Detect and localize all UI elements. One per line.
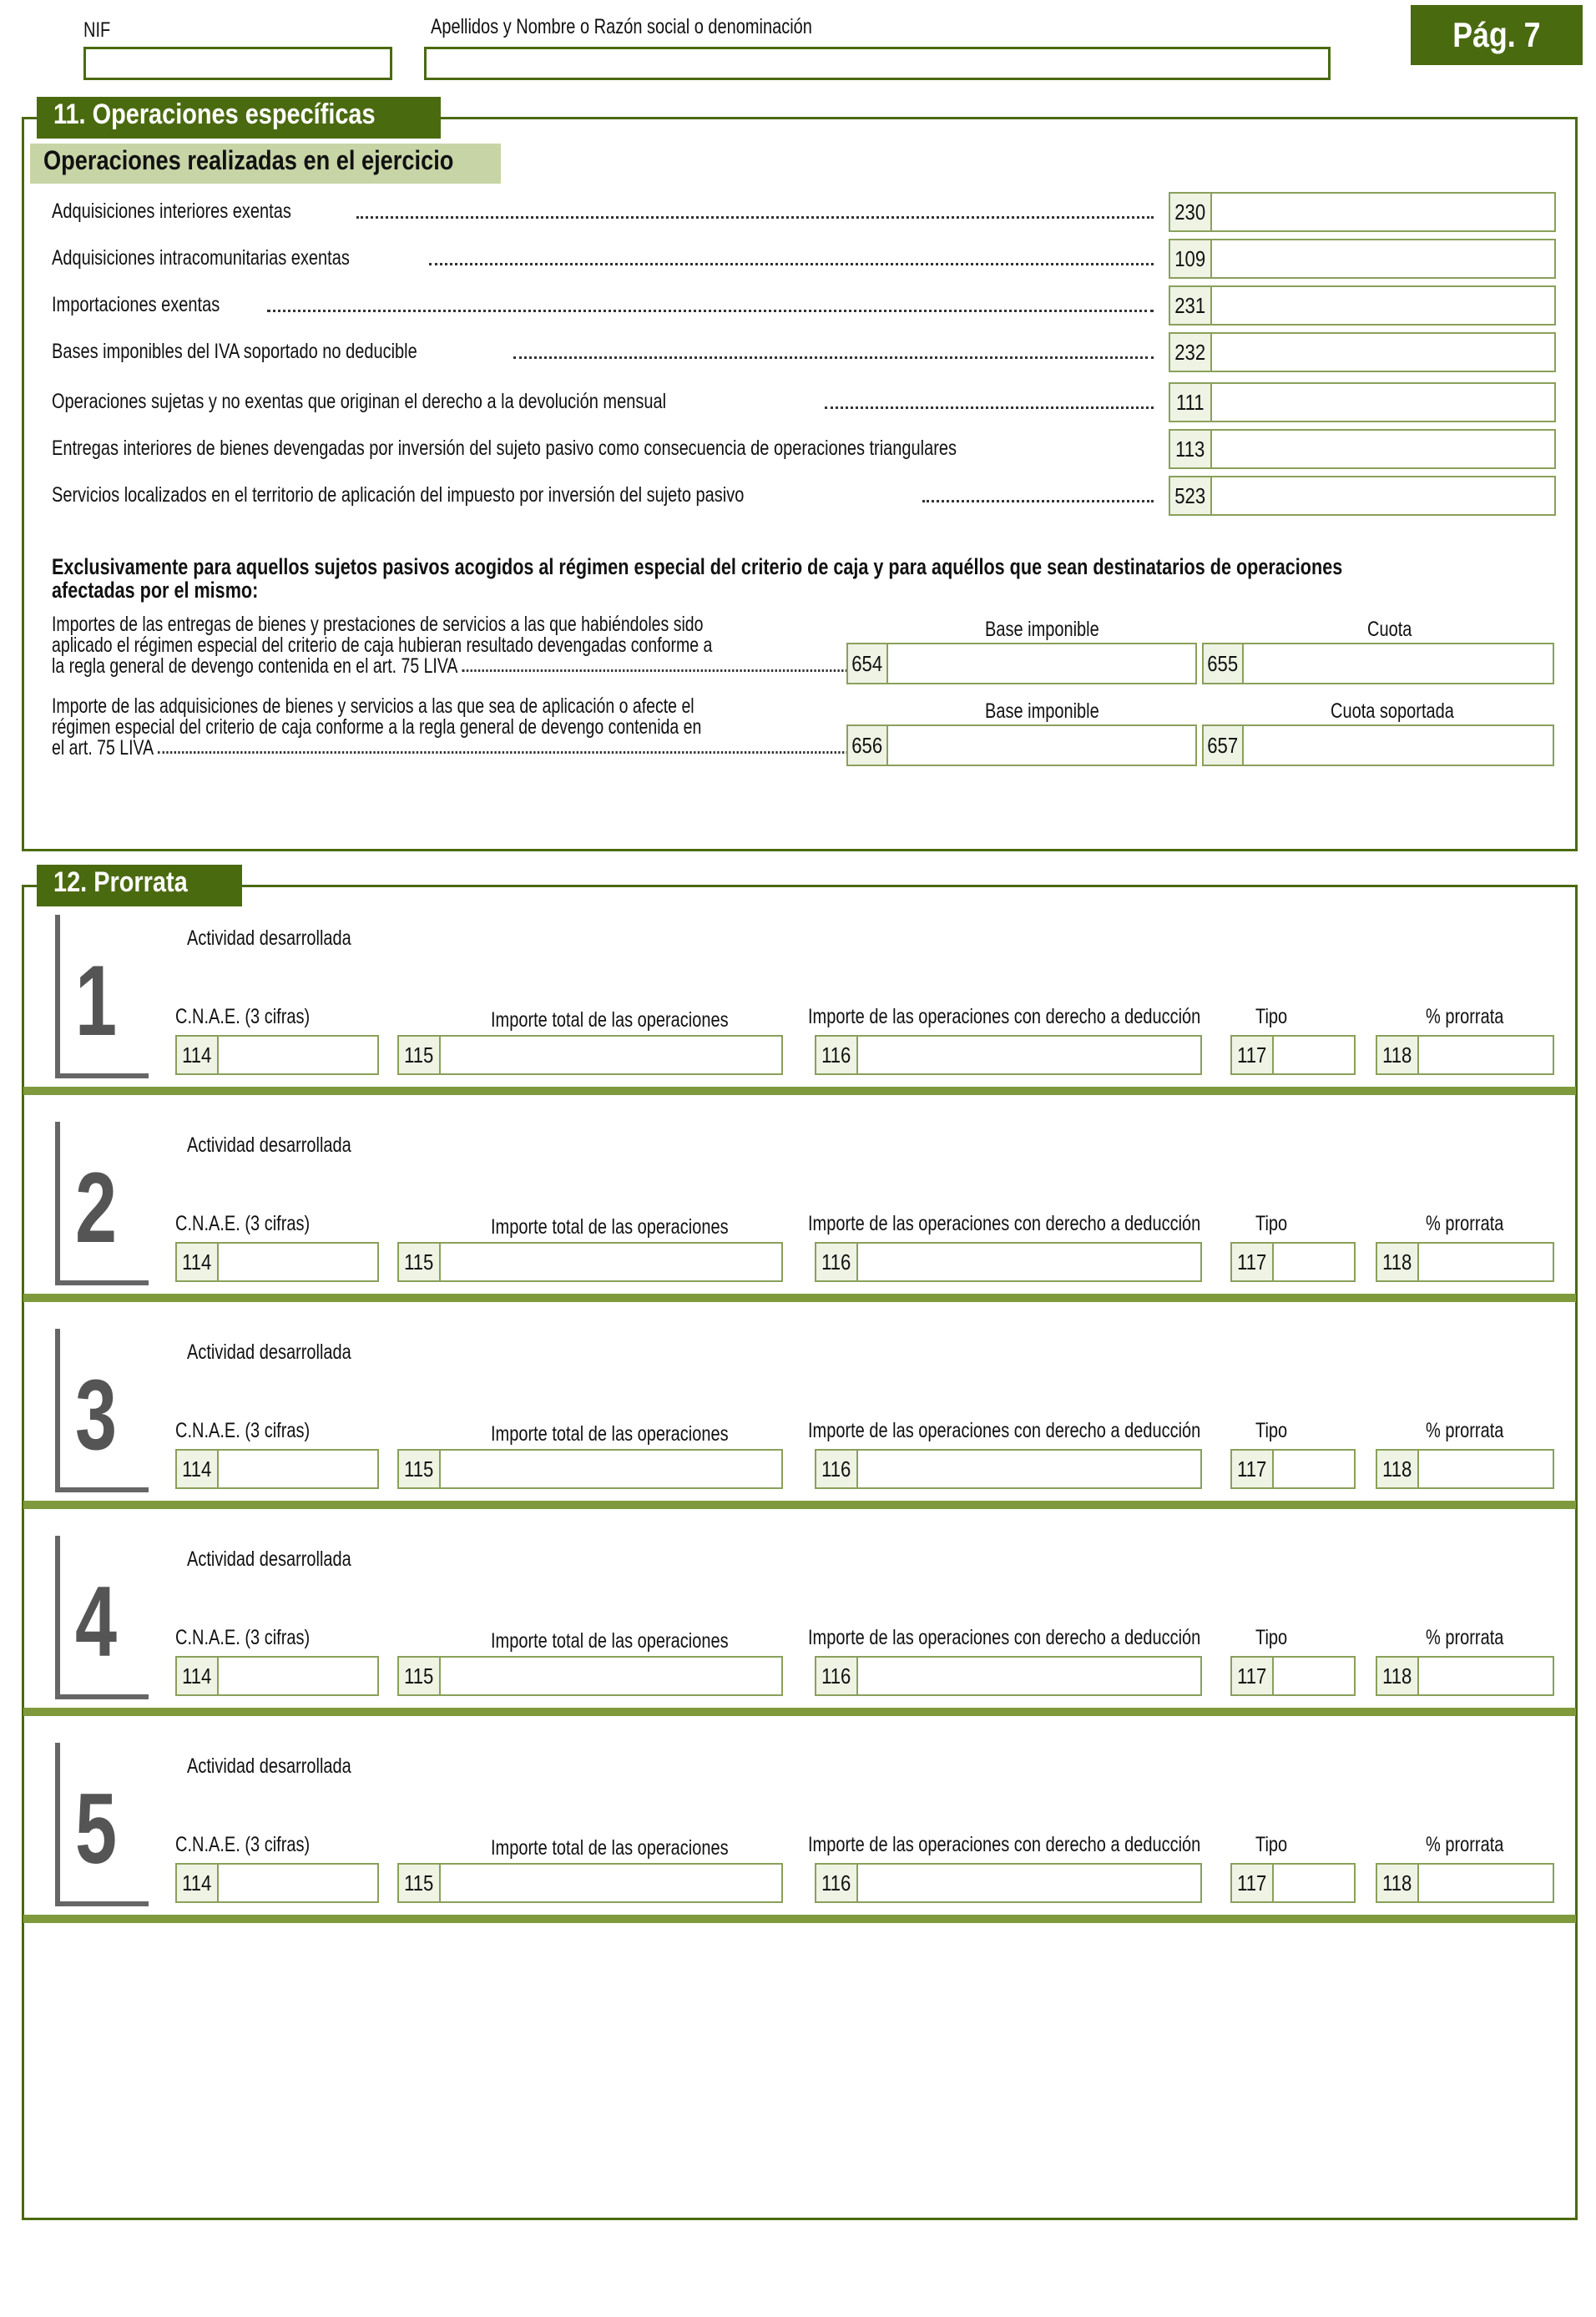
cnae-label: C.N.A.E. (3 cifras) <box>175 1005 311 1028</box>
field-code: 111 <box>1170 384 1212 421</box>
field-code: 114 <box>177 1037 219 1073</box>
field-code: 117 <box>1232 1037 1274 1073</box>
deduccion-label: Importe de las operaciones con derecho a deducción <box>808 1005 1201 1028</box>
field-656[interactable]: 656 <box>846 724 1197 766</box>
field-code: 118 <box>1377 1865 1419 1901</box>
caja-heading-2: afectadas por el mismo: <box>52 578 259 603</box>
dot-leader <box>825 406 1154 409</box>
field-118[interactable] <box>1376 1242 1554 1282</box>
activity-label: Actividad desarrollada <box>187 1133 351 1157</box>
field-118[interactable] <box>1376 1035 1554 1075</box>
operation-label: Bases imponibles del IVA soportado no deducible <box>52 340 417 363</box>
operation-label: Importaciones exentas <box>52 293 220 316</box>
pct-prorrata-label: % prorrata <box>1426 1212 1504 1235</box>
pct-prorrata-label: % prorrata <box>1426 1626 1504 1649</box>
operation-row <box>52 337 1154 364</box>
field-code: 114 <box>177 1865 219 1901</box>
caja-row-1-line2: aplicado el régimen especial del criterio de caja hubieran resultado devengadas conforme a <box>52 634 713 657</box>
field-113[interactable] <box>1169 429 1556 469</box>
operation-row <box>52 434 1154 461</box>
field-code: 232 <box>1170 334 1212 371</box>
total-label: Importe total de las operaciones <box>491 1215 729 1239</box>
section-12-title: 12. Prorrata <box>37 865 242 906</box>
activity-label: Actividad desarrollada <box>187 926 351 950</box>
page-number: Pág. 7 <box>1452 15 1541 54</box>
field-code: 114 <box>177 1658 219 1694</box>
field-code: 116 <box>816 1244 858 1280</box>
field-116[interactable] <box>815 1863 1202 1903</box>
field-657[interactable]: 657 <box>1202 724 1554 766</box>
cnae-label: C.N.A.E. (3 cifras) <box>175 1419 311 1442</box>
field-115[interactable] <box>397 1035 783 1075</box>
field-231[interactable] <box>1169 285 1556 326</box>
activity-label: Actividad desarrollada <box>187 1547 351 1571</box>
field-117[interactable] <box>1230 1242 1356 1282</box>
field-116[interactable] <box>815 1242 1202 1282</box>
caja-row-1-line1: Importes de las entregas de bienes y prestaciones de servicios a las que habiéndoles sido <box>52 613 704 636</box>
block-separator <box>23 1915 1576 1923</box>
field-117[interactable] <box>1230 1035 1356 1075</box>
field-118[interactable] <box>1376 1863 1554 1903</box>
field-code: 118 <box>1377 1244 1419 1280</box>
field-code: 115 <box>399 1037 441 1073</box>
field-655[interactable]: 655 <box>1202 643 1554 684</box>
field-523[interactable] <box>1169 476 1556 516</box>
operation-row <box>52 481 1154 507</box>
field-114[interactable] <box>175 1035 379 1075</box>
dot-leader <box>513 356 1154 359</box>
field-118[interactable] <box>1376 1656 1554 1696</box>
field-code: 230 <box>1170 194 1212 230</box>
field-114[interactable] <box>175 1863 379 1903</box>
deduccion-label: Importe de las operaciones con derecho a deducción <box>808 1419 1201 1442</box>
block-number: 1 <box>75 945 118 1057</box>
cnae-label: C.N.A.E. (3 cifras) <box>175 1212 311 1235</box>
caja-row-1-col1-label: Base imponible <box>985 618 1099 641</box>
field-114[interactable] <box>175 1449 379 1489</box>
caja-row-2-line2: régimen especial del criterio de caja conforme a la regla general de devengo contenida en <box>52 715 702 739</box>
field-code: 116 <box>816 1865 858 1901</box>
field-code: 115 <box>399 1865 441 1901</box>
caja-row-2-line3: el art. 75 LIVA <box>52 736 154 760</box>
dot-leader <box>267 310 1154 312</box>
field-111[interactable] <box>1169 382 1556 422</box>
field-code: 116 <box>816 1658 858 1694</box>
field-code: 116 <box>816 1037 858 1073</box>
deduccion-label: Importe de las operaciones con derecho a deducción <box>808 1833 1201 1856</box>
block-separator <box>23 1708 1576 1716</box>
caja-row-2-text <box>52 696 853 759</box>
field-116[interactable] <box>815 1656 1202 1696</box>
pct-prorrata-label: % prorrata <box>1426 1419 1504 1442</box>
dot-leader <box>356 216 1154 219</box>
field-code: 115 <box>399 1451 441 1487</box>
caja-row-1-col2-label: Cuota <box>1367 618 1412 641</box>
field-116[interactable] <box>815 1035 1202 1075</box>
activity-label: Actividad desarrollada <box>187 1754 351 1778</box>
field-code: 117 <box>1232 1451 1274 1487</box>
total-label: Importe total de las operaciones <box>491 1008 729 1032</box>
operation-label: Servicios localizados en el territorio de aplicación del impuesto por inversión del sujeto pasivo <box>52 483 745 507</box>
field-115[interactable] <box>397 1242 783 1282</box>
field-code: 118 <box>1377 1658 1419 1694</box>
tipo-label: Tipo <box>1255 1005 1288 1028</box>
caja-row-2-col1-label: Base imponible <box>985 699 1099 723</box>
operation-row <box>52 290 1154 317</box>
caja-row-1-text <box>52 614 853 677</box>
field-code: 115 <box>399 1658 441 1694</box>
field-117[interactable] <box>1230 1656 1356 1696</box>
field-code: 117 <box>1232 1244 1274 1280</box>
field-code: 114 <box>177 1244 219 1280</box>
field-654[interactable]: 654 <box>846 643 1197 684</box>
caja-row-1-line3: la regla general de devengo contenida en el art. 75 LIVA <box>52 654 458 678</box>
page-number-badge <box>1411 5 1583 65</box>
operation-row <box>52 197 1154 224</box>
field-230[interactable] <box>1169 192 1556 232</box>
field-code: 117 <box>1232 1865 1274 1901</box>
field-109[interactable] <box>1169 239 1556 279</box>
dot-leader <box>462 656 852 672</box>
operation-label: Adquisiciones intracomunitarias exentas <box>52 246 350 270</box>
nif-label: NIF <box>83 18 111 42</box>
field-232[interactable] <box>1169 332 1556 372</box>
tipo-label: Tipo <box>1255 1212 1288 1235</box>
cnae-label: C.N.A.E. (3 cifras) <box>175 1833 311 1856</box>
operation-row <box>52 387 1154 414</box>
field-code: 115 <box>399 1244 441 1280</box>
tipo-label: Tipo <box>1255 1833 1288 1856</box>
dot-leader <box>429 263 1154 265</box>
total-label: Importe total de las operaciones <box>491 1629 729 1653</box>
field-115[interactable] <box>397 1863 783 1903</box>
dot-leader <box>158 738 853 754</box>
nif-field[interactable] <box>83 47 392 80</box>
total-label: Importe total de las operaciones <box>491 1836 729 1860</box>
field-code: 113 <box>1170 431 1212 467</box>
deduccion-label: Importe de las operaciones con derecho a deducción <box>808 1212 1201 1235</box>
field-117[interactable] <box>1230 1863 1356 1903</box>
field-code: 118 <box>1377 1451 1419 1487</box>
caja-heading-1: Exclusivamente para aquellos sujetos pasivos acogidos al régimen especial del criterio de caja y para aquéllos que sean destinatarios de operaciones <box>52 554 1343 579</box>
field-code: 523 <box>1170 477 1212 514</box>
operation-label: Entregas interiores de bienes devengadas por inversión del sujeto pasivo como consecuencia de operaciones triangulares <box>52 437 957 460</box>
name-label: Apellidos y Nombre o Razón social o denominación <box>431 15 812 38</box>
pct-prorrata-label: % prorrata <box>1426 1833 1504 1856</box>
block-number: 3 <box>75 1359 118 1471</box>
field-118[interactable] <box>1376 1449 1554 1489</box>
pct-prorrata-label: % prorrata <box>1426 1005 1504 1028</box>
field-114[interactable] <box>175 1242 379 1282</box>
dot-leader <box>922 500 1154 502</box>
field-114[interactable] <box>175 1656 379 1696</box>
field-code: 114 <box>177 1451 219 1487</box>
field-115[interactable] <box>397 1656 783 1696</box>
tipo-label: Tipo <box>1255 1626 1288 1649</box>
block-separator <box>23 1087 1576 1095</box>
caja-row-2-col2-label: Cuota soportada <box>1331 699 1454 723</box>
field-code: 118 <box>1377 1037 1419 1073</box>
field-code: 109 <box>1170 240 1212 277</box>
cnae-label: C.N.A.E. (3 cifras) <box>175 1626 311 1649</box>
section-11-subtitle: Operaciones realizadas en el ejercicio <box>30 144 501 184</box>
tipo-label: Tipo <box>1255 1419 1288 1442</box>
field-115[interactable] <box>397 1449 783 1489</box>
section-11-title: 11. Operaciones específicas <box>37 97 441 139</box>
operation-label: Adquisiciones interiores exentas <box>52 199 291 223</box>
deduccion-label: Importe de las operaciones con derecho a deducción <box>808 1626 1201 1649</box>
field-code: 116 <box>816 1451 858 1487</box>
total-label: Importe total de las operaciones <box>491 1422 729 1446</box>
field-117[interactable] <box>1230 1449 1356 1489</box>
block-number: 4 <box>75 1566 118 1678</box>
block-separator <box>23 1501 1576 1509</box>
block-separator <box>23 1294 1576 1302</box>
operation-label: Operaciones sujetas y no exentas que originan el derecho a la devolución mensual <box>52 390 667 413</box>
caja-row-2-line1: Importe de las adquisiciones de bienes y servicios a las que sea de aplicación o afecte el <box>52 694 694 718</box>
operation-row <box>52 244 1154 270</box>
block-number: 5 <box>75 1773 118 1885</box>
field-code: 231 <box>1170 287 1212 324</box>
activity-label: Actividad desarrollada <box>187 1340 351 1364</box>
name-field[interactable] <box>424 47 1331 80</box>
block-number: 2 <box>75 1152 118 1264</box>
field-116[interactable] <box>815 1449 1202 1489</box>
field-code: 117 <box>1232 1658 1274 1694</box>
